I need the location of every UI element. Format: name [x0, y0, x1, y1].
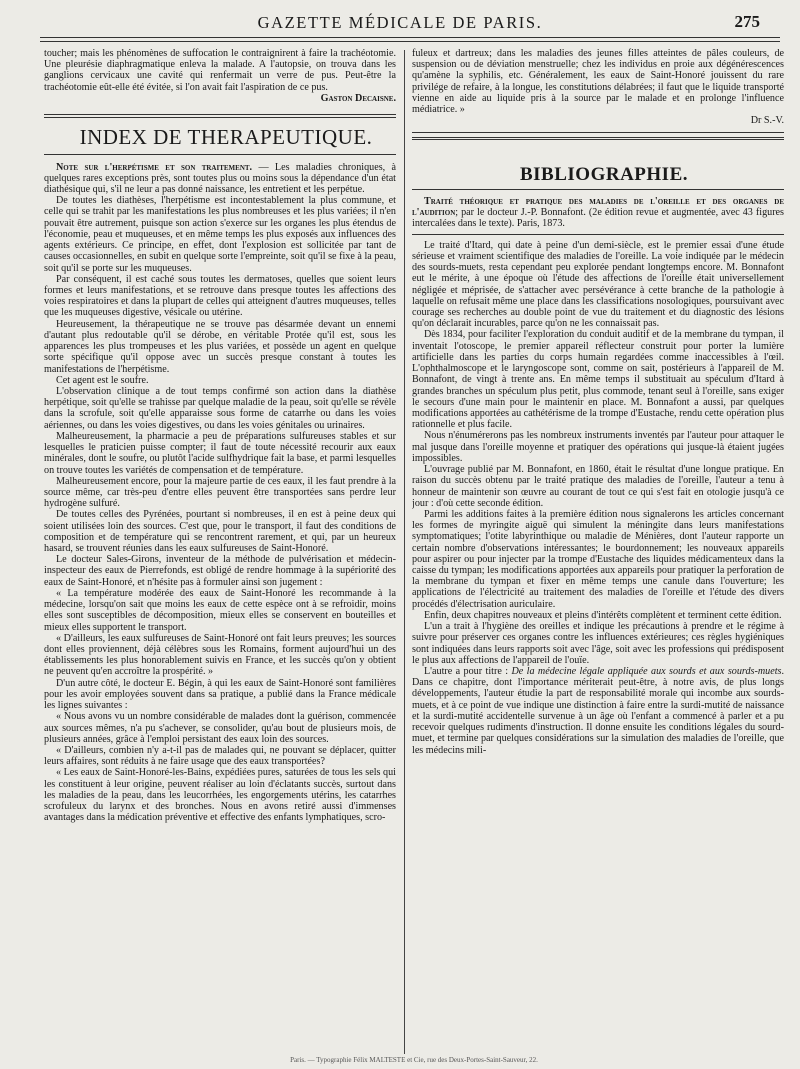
article-paragraph: Malheureusement, la pharmacie a peu de préparations sulfureuses stables et sur lesquelles le praticien puisse compter; il faut de toute nécessité recourir aux eaux minérales, dont le soufre, ou plutôt l'acide sulfhydrique fait la base, et parmi lesquelles on trouve toutes les variétés de compensation et de température. — [44, 430, 396, 476]
book-title: Traité théorique et pratique des maladies de l'oreille et des organes de l'audition — [412, 196, 784, 219]
left-column — [44, 48, 396, 1056]
quote-paragraph: « Nous avons vu un nombre considérable de malades dont la guérison, commencée aux sources mêmes, n'a pu s'achever, se consolider, qu'au bout de plusieurs mois, de plusieurs années, grâce à l'emploi persistant des eaux loin des sources. — [44, 711, 396, 745]
article-paragraph: Par conséquent, il est caché sous toutes les dermatoses, quelles que soient leurs formes et leurs manifestations, et se retrouve dans presque toutes les affections des voies respiratoires et dans la plupart de celles qui atteignent d'autres muqueuses, telles que les muqueuses digestive, vésicale ou utérine. — [44, 273, 396, 319]
continued-text: fuleux et dartreux; dans les maladies des jeunes filles atteintes de pâles couleurs, de suspension ou de déviation menstruelle; chez les individus en proie aux dégénérescences qu'amène la syphilis, etc. Généralement, les eaux de Saint-Honoré jouissent du rare privilége de refaire, à la longue, les constitutions délabrées; il faut que le liquide transporté vienne en aide au liquide pris à la source par le malade et en prolonge l'influence médiatrice. » — [412, 48, 784, 116]
page-header — [40, 10, 760, 34]
section-title: INDEX DE THERAPEUTIQUE. — [79, 124, 373, 149]
author-signature: Gaston Decaisne. — [320, 92, 396, 104]
review-paragraph: L'ouvrage publié par M. Bonnafont, en 1860, était le résultat d'une longue pratique. En raison du succès obtenu par le traité pratique des maladies de l'oreille, l'auteur a tenu à honneur de maintenir son œuvre au courant de tout ce qui s'est fait en otologie jusqu'à ce jour : d'où cette seconde édition. — [412, 464, 784, 509]
printer-footer: Paris. — Typographie Félix MALTESTE et Cie, rue des Deux-Portes-Saint-Sauveur, 22. — [290, 1056, 538, 1064]
review-paragraph: Dès 1834, pour faciliter l'exploration du conduit auditif et de la membrane du tympan, il inventait l'otoscope, le premier appareil réflecteur construit pour porter la lumière artificielle dans les parties du corps humain regardées comme inaccessibles à l'œil. L'ophthalmoscope et le laryngoscope sont, comme on sait, postérieurs à l'appareil de M. Bonnafont, de vingt à trente ans. En même temps il substituait au spéculum d'Itard à grandes branches un spéculum plus petit, plus commode, tenant seul à l'oreille, sans exiger le secours d'une main pour le maintenir en place. M. Bonnafont a aussi, par quelques modifications apportées au cathétérisme de la trompe d'Eustache, rendu cette opération plus rationnelle et plus facile. — [412, 329, 784, 431]
chapter-title: De la médecine légale appliquée aux sourds et aux sourds-muets — [511, 666, 782, 677]
right-column — [412, 48, 784, 1056]
reference-rule — [412, 234, 784, 235]
quote-paragraph: « D'ailleurs, les eaux sulfureuses de Saint-Honoré ont fait leurs preuves; les sources dont elles proviennent, déjà célèbres sous les Romains, forment aujourd'hui un des établissements les plus honorablement suivis en France, et les succès qu'on y obtient ne peuvent qu'en accroître la prospérité. » — [44, 632, 396, 678]
article-paragraph: Cet agent est le soufre. — [56, 374, 149, 386]
quote-paragraph: « Les eaux de Saint-Honoré-les-Bains, expédiées pures, saturées de tous les sels qui les constituent à leur origine, peuvent réaliser au loin d'éclatants succès, surtout dans les maladies de la peau, dans les leucorrhées, les engorgements utérins, les catarrhes scrofuleux du larynx et des bronches. Nous en avons retiré aussi d'immenses avantages dans la médication préventive et effective des enfants lymphatiques, scro- — [44, 767, 396, 824]
column-separator — [404, 50, 405, 1054]
article-paragraph: De toutes les diathèses, l'herpétisme est incontestablement la plus commune, et celle qui se trahit par les manifestations les plus nombreuses et les plus variées; il n'en pouvait être autrement, puisque son action s'exerce sur les organes les plus étendus de l'économie, peau et muqueuses, et en même temps les plus exposés aux influences des agents extérieurs. Ce principe, en effet, dont l'explosion est sollicitée par tant de causes occasionnelles, en subit en quelque sorte l'empreinte, soit qu'il se fixe à la peau, soit qu'il se porte sur les muqueuses. — [44, 195, 396, 274]
review-paragraph: Parmi les additions faites à la première édition nous signalerons les articles concernant les formes de myringite aiguë qui simulent la méningite dans leurs manifestations symptomatiques; l'otite labyrinthique ou maladie de Ménières, dont l'auteur rapporte un certain nombre d'observations intéressantes; le bourdonnement; les nouveaux appareils pour aspirer ou pour injecter par la trompe d'Eustache des liquides médicamenteux dans la caisse du tympan; les modifications apportées aux appareils pour pratiquer la perforation de la membrane du tympan et fixer en même temps une canule dans l'ouverture; les applications de l'électricité au traitement des maladies de l'oreille et l'étude des divers procédés d'électrisation auriculaire. — [412, 508, 784, 610]
article-paragraph: L'observation clinique a de tout temps confirmé son action dans la diathèse herpétique, soit qu'elle se trahisse par quelque maladie de la peau, soit qu'elle se révèle dans la scrofule, soit qu'elle apparaisse sous forme de catarrhe ou dans les voies aériennes, ou dans les voies digestives, ou dans les voies génitales ou urinaires. — [44, 385, 396, 431]
title-underline — [412, 189, 784, 190]
section-title: BIBLIOGRAPHIE. — [519, 164, 688, 186]
header-rule — [40, 37, 780, 38]
section-rule — [44, 114, 396, 118]
review-paragraph: Enfin, deux chapitres nouveaux et pleins d'intérêts complètent et terminent cette édition. — [424, 609, 782, 621]
article-title: Note sur l'herpétisme et son traitement. — [56, 161, 253, 173]
title-underline — [44, 154, 396, 155]
section-rule — [412, 132, 784, 133]
journal-title: GAZETTE MÉDICALE DE PARIS. — [257, 13, 543, 32]
section-rule-double — [412, 137, 784, 141]
article-paragraph: De toutes celles des Pyrénées, pourtant si nombreuses, il en est à peine deux qui soient utilisées loin des sources. C'est que, pour le transport, il faut des conditions de composition et de température qui se rencontrent rarement, et qui, par un heureux hasard, se trouvent réunies dans les eaux sulfureuses de Saint-Honoré. — [44, 509, 396, 555]
article-paragraph: Malheureusement encore, pour la majeure partie de ces eaux, il les faut prendre à la source même, car très-peu d'entre elles peuvent être transportées sans perdre leur hydrogène sulfuré. — [44, 475, 396, 510]
continued-text: toucher; mais les phénomènes de suffocation le contraignirent à faire la trachéotomie. Une pleurésie diaphragmatique enleva la malade. A l'autopsie, on trouva dans les ganglions cervicaux une cavité qui renfermait un verre de pus. Peut-être la trachéotomie eût-elle été évitée, si l'on avait fait l'aspiration de ce pus. — [44, 48, 396, 93]
review-paragraph-last: L'autre a pour titre : De la médecine légale appliquée aux sourds et aux sourds-muets. Dans ce chapitre, dont l'importance mériterait peut-être, à notre avis, de plus longs développements, l'auteur étudie la part de responsabilité morale qui incombe aux sourds-muets, et à ce point de vue indique une distinction à faire entre la surdi-mutité de naissance et la surdi-mutité accidentelle survenue à un âge où l'enfant a commencé à parler et a pu recevoir quelques rudiments d'instruction. Il donne ensuite les conditions légales du sourd-muet, et termine par quelques considérations sur la simulation des maladies de l'oreille, que les médecins mili- — [412, 666, 784, 756]
quote-paragraph: « La température modérée des eaux de Saint-Honoré les recommande à la médecine, lorsqu'on sait que moins les eaux de cette espèce ont à se refroidir, moins elles sont susceptibles de décomposition, mieux elles se conservent en bouteilles et mieux elles supportent le transport. — [44, 587, 396, 633]
quote-paragraph: « D'ailleurs, combien n'y a-t-il pas de malades qui, ne pouvant se déplacer, quitter leurs affaires, sont réduits à ne faire usage que des eaux transportées? — [44, 744, 396, 768]
article-paragraph-intro: Note sur l'herpétisme et son traitement. — Les maladies chroniques, à quelques rares exceptions près, sont toutes plus ou moins sous la dépendance d'un état diathésique qui, s'il ne leur a pas donné naissance, les entretient et les perpétue. — [44, 161, 396, 196]
article-paragraph: Le docteur Sales-Girons, inventeur de la méthode de pulvérisation et médecin-inspecteur des eaux de Pierrefonds, est obligé de rendre hommage à la supériorité des eaux de Saint-Honoré, et n'hésite pas à formuler ainsi son jugement : — [44, 554, 396, 588]
header-rule-inner — [40, 41, 780, 42]
review-paragraph: L'un a trait à l'hygiène des oreilles et indique les précautions à prendre et le régime à suivre pour préserver ces organes contre les influences extérieures; ces règles hygiéniques sont indiquées dans leurs rapports soit avec l'âge, soit avec les professions qui prédisposent le plus aux affections de l'appareil de l'ouïe. — [412, 621, 784, 666]
article-paragraph: Heureusement, la thérapeutique ne se trouve pas désarmée devant un ennemi d'autant plus redoutable qu'il se dérobe, en véritable Protée qu'il est, sous les apparences les plus trompeuses et les plus variées, et possède un agent en quelque sorte spécifique qu'il oppose avec un succès presque constant à toutes les manifestations de l'herpétisme. — [44, 318, 396, 375]
review-paragraph: Le traité d'Itard, qui date à peine d'un demi-siècle, est le premier essai d'une étude sérieuse et vraiment scientifique des maladies de l'oreille. La voie indiquée par le médecin des sourds-muets, resta cependant peu explorée pendant longtemps encore. M. Bonnafont eut le mérite, à une époque où l'étude des affections de l'oreille était universellement négligée et méprisée, de s'attacher avec persévérance à cette branche de la pathologie à laquelle on refusait même une place dans les classifications nosologiques, poursuivant avec courage ses recherches au double point de vue du traitement et du diagnostic des lésions qu'on déclarait incurables, parce qu'on ne les connaissait pas. — [412, 239, 784, 330]
book-reference: Traité théorique et pratique des maladies de l'oreille et des organes de l'audition; par le docteur J.-P. Bonnafont. (2e édition revue et augmentée, avec 43 figures intercalées dans le texte). Paris, 1873. — [412, 196, 784, 230]
page-number: 275 — [734, 12, 760, 31]
article-paragraph: D'un autre côté, le docteur E. Bégin, à qui les eaux de Saint-Honoré sont familières pour les avoir employées souvent dans sa pratique, a publié dans la France médicale les lignes suivantes : — [44, 677, 396, 712]
review-paragraph: Nous n'énumérerons pas les nombreux instruments inventés par l'auteur pour attaquer le mal jusque dans l'oreille moyenne et pratiquer des opérations qui jusque-là étaient jugées impossibles. — [412, 430, 784, 464]
author-signature: Dr S.-V. — [750, 115, 784, 127]
